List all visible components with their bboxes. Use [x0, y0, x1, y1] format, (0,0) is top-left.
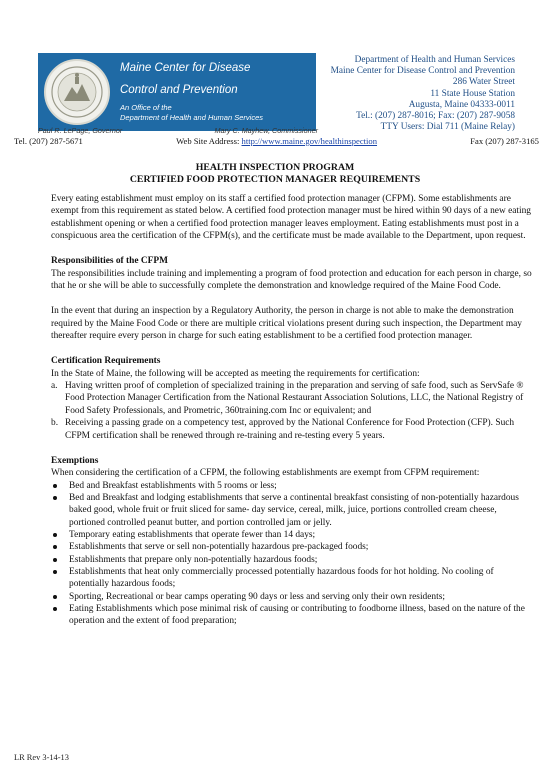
- exemptions-list: [51, 480, 533, 628]
- dept-line: 11 State House Station: [430, 88, 515, 99]
- intro-paragraph: Every eating establishment must employ on its staff a certified food protection manager (CFPM). Some establishments are exempt from this requirement as stated below. A certified food protection manager must be hired within 90 days of a new eating establishment opening or when a certified food protection manager leaves employment. Eating establishments must post in a conspicuous area the certification of the CFPM(s), and the certificate must be made available to the Department, upon request.: [51, 194, 531, 242]
- dept-line: 286 Water Street: [452, 77, 515, 88]
- website-label: Web Site Address:: [176, 136, 242, 146]
- list-item-text: Having written proof of completion of specialized training in the preparation and serving of safe food, such as ServSafe ® Food Protection Manager Certification from the National Restaurant Association Solutions, LLC, the National Registry of Food Safety Professionals, and Prometric, 360training.com Inc or equivalent; and: [65, 381, 524, 416]
- list-item: [51, 380, 533, 417]
- governor-name: Paul R. LePage, Governor: [38, 126, 123, 135]
- officials-row: [38, 126, 316, 135]
- office-line1: An Office of the: [120, 103, 172, 112]
- list-item: Eating Establishments which pose minimal risk of causing or contributing to foodborne illness, based on the nature of the operation and the extent of food preparation;: [51, 603, 533, 628]
- org-name-line2: Control and Prevention: [120, 84, 238, 96]
- department-address-block: [331, 55, 515, 133]
- org-name-line1: Maine Center for Disease: [120, 62, 251, 74]
- list-item: Bed and Breakfast establishments with 5 rooms or less;: [51, 480, 533, 492]
- website: [176, 136, 377, 146]
- document-body: [51, 193, 533, 628]
- dept-line: Maine Center for Disease Control and Prevention: [330, 66, 515, 77]
- exemptions-intro: When considering the certification of a CFPM, the following establishments are exempt from CFPM requirement:: [51, 468, 480, 479]
- dept-line: TTY Users: Dial 711 (Maine Relay): [380, 122, 515, 133]
- agency-logo: [38, 53, 316, 131]
- list-marker: b.: [51, 418, 59, 429]
- telephone: Tel. (207) 287-5671: [14, 136, 83, 146]
- certification-intro: In the State of Maine, the following will be accepted as meeting the requirements for certification:: [51, 368, 420, 379]
- list-item: Establishments that prepare only non-potentially hazardous foods;: [51, 554, 533, 566]
- title-line1: HEALTH INSPECTION PROGRAM: [195, 162, 355, 173]
- dept-line: Augusta, Maine 04333-0011: [408, 99, 515, 110]
- certification-heading: Certification Requirements: [51, 356, 161, 367]
- list-item: Temporary eating establishments that operate fewer than 14 days;: [51, 529, 533, 541]
- list-marker: a.: [51, 381, 58, 392]
- list-item: Sporting, Recreational or bear camps operating 90 days or less and serving only their own residents;: [51, 591, 533, 603]
- state-seal-icon: [44, 59, 110, 125]
- office-line2: Department of Health and Human Services: [120, 113, 263, 122]
- title-line2: CERTIFIED FOOD PROTECTION MANAGER REQUIREMENTS: [129, 174, 421, 185]
- responsibilities-paragraph: The responsibilities include training and implementing a program of food protection and education for each person in charge, so that he or she will be able to successfully complete the demonstration and knowledge required of the Maine Food Code.: [51, 268, 532, 292]
- contact-row: [14, 136, 539, 146]
- revision-footer: LR Rev 3-14-13: [14, 753, 69, 762]
- document-title: [0, 162, 550, 186]
- list-item: Establishments that heat only commercially processed potentially hazardous foods for hot holding. No cooling of potentially hazardous foods;: [51, 566, 533, 591]
- dept-line: Tel.: (207) 287-8016; Fax: (207) 287-9058: [356, 111, 515, 122]
- list-item: Establishments that serve or sell non-potentially hazardous pre-packaged foods;: [51, 541, 533, 553]
- list-item-text: Receiving a passing grade on a competency test, approved by the National Conference for Food Protection (CFP). Such CFPM certification shall be renewed through re-training and re-testing every 5 years.: [65, 418, 515, 441]
- responsibilities-heading: Responsibilities of the CFPM: [51, 256, 168, 267]
- responsibilities-paragraph: In the event that during an inspection by a Regulatory Authority, the person in charge is not able to make the demonstration required by the Maine Food Code or there are multiple critical violations present during such inspection, the Department may thereafter require every person in charge for such eating establishment to be a certified food protection manager.: [51, 306, 522, 342]
- website-link[interactable]: http://www.maine.gov/healthinspection: [241, 136, 378, 146]
- fax: Fax (207) 287-3165: [470, 136, 539, 146]
- exemptions-heading: Exemptions: [51, 455, 99, 466]
- dept-line: Department of Health and Human Services: [354, 55, 515, 65]
- certification-list: [51, 380, 533, 442]
- list-item: [51, 417, 533, 442]
- commissioner-name: Mary C. Mayhew, Commissioner: [214, 126, 318, 135]
- list-item: Bed and Breakfast and lodging establishments that serve a continental breakfast consisting of non-potentially hazardous baked good, whole fruit or fruit sliced for same- day service, cereal, milk, juice, portions controlled cream cheese, portioned controlled peanut butter, and portion controlled jam or jelly.: [51, 492, 533, 529]
